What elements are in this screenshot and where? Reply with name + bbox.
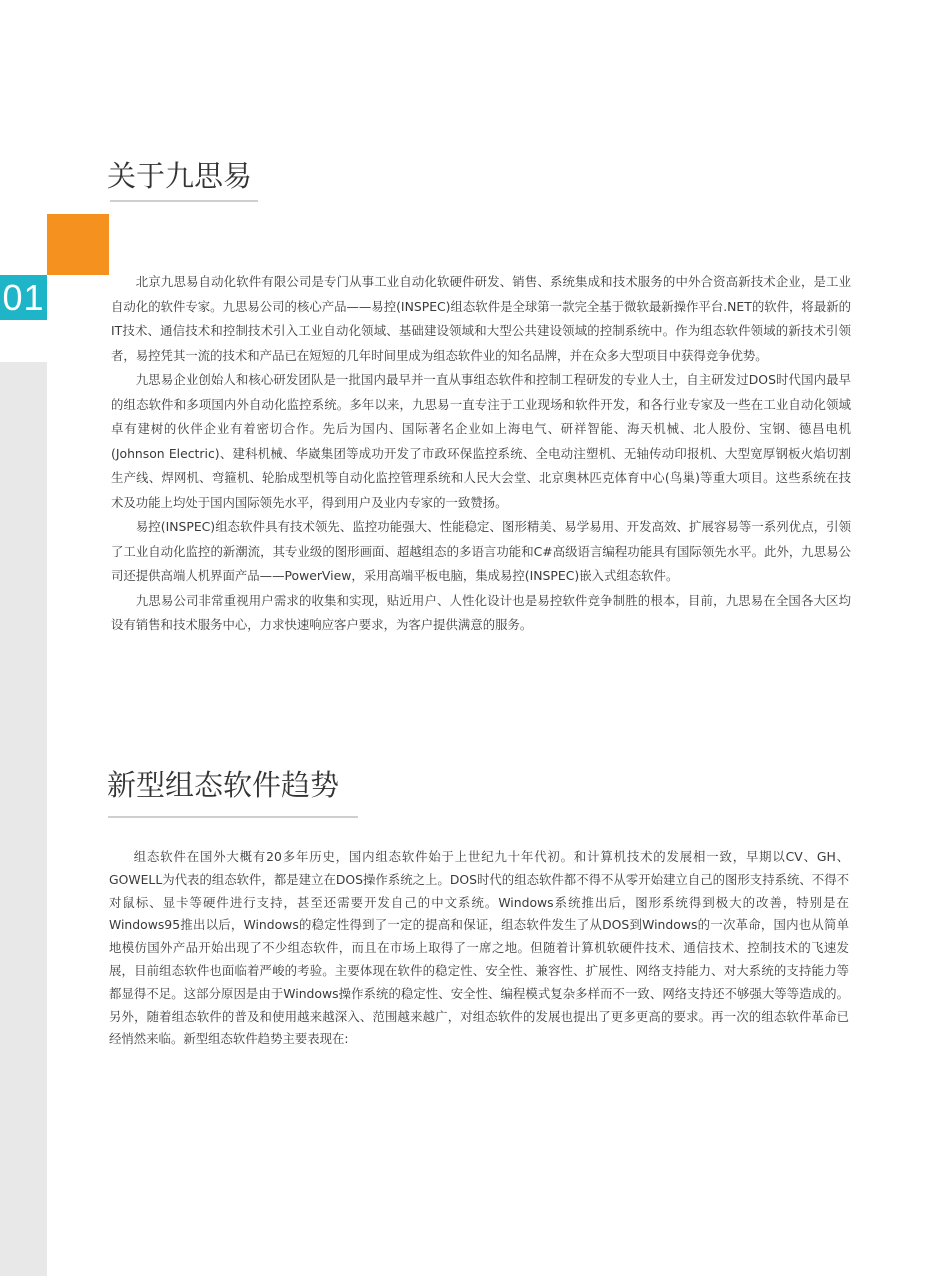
paragraph: 组态软件在国外大概有20多年历史，国内组态软件始于上世纪九十年代初。和计算机技术的发展相一致，早期以CV、GH、GOWELL为代表的组态软件，都是建立在DOS操作系统之上。DOS时代的组态软件都不得不从零开始建立自己的图形支持系统、不得不对鼠标、显卡等硬件进行支持，甚至还需要开发自己的中文系统。Windows系统推出后，图形系统得到极大的改善，特别是在Windows95推出以后，Windows的稳定性得到了一定的提高和保证，组态软件发生了从DOS到Windows的一次革命，国内也从简单地模仿国外产品开始出现了不少组态软件，而且在市场上取得了一席之地。但随着计算机软硬件技术、通信技术、控制技术的飞速发展，目前组态软件也面临着严峻的考验。主要体现在软件的稳定性、安全性、兼容性、扩展性、网络支持能力、对大系统的支持能力等都显得不足。这部分原因是由于Windows操作系统的稳定性、安全性、编程模式复杂多样而不一致、网络支持还不够强大等等造成的。另外，随着组态软件的普及和使用越来越深入、范围越来越广，对组态软件的发展也提出了更多更高的要求。再一次的组态软件革命已经悄然来临。新型组态软件趋势主要表现在:	[109, 849, 849, 1047]
section-title-trends: 新型组态软件趋势	[107, 768, 340, 802]
title-underline	[110, 200, 258, 202]
paragraph: 九思易企业创始人和核心研发团队是一批国内最早并一直从事组态软件和控制工程研发的专业人士，自主研发过DOS时代国内最早的组态软件和多项国内外自动化监控系统。多年以来，九思易一直专注于工业现场和软件开发，和各行业专家及一些在工业自动化领域卓有建树的伙伴企业有着密切合作。先后为国内、国际著名企业如上海电气、研祥智能、海天机械、北人股份、宝钢、德昌电机(Johnson Electric)、建科机械、华崴集团等成功开发了市政环保监控系统、全电动注塑机、无轴传动印报机、大型宽厚钢板火焰切割生产线、焊网机、弯箍机、轮胎成型机等自动化监控管理系统和人民大会堂、北京奥林匹克体育中心(鸟巢)等重大项目。这些系统在技术及功能上均处于国内国际领先水平，得到用户及业内专家的一致赞扬。	[111, 372, 851, 510]
paragraph: 九思易公司非常重视用户需求的收集和实现，贴近用户、人性化设计也是易控软件竞争制胜的根本，目前，九思易在全国各大区均设有销售和技术服务中心，力求快速响应客户要求，为客户提供满意的服务。	[111, 592, 851, 632]
paragraph: 北京九思易自动化软件有限公司是专门从事工业自动化软硬件研发、销售、系统集成和技术服务的中外合资高新技术企业，是工业自动化的软件专家。九思易公司的核心产品——易控(INSPEC)组态软件是全球第一款完全基于微软最新操作平台.NET的软件，将最新的IT技术、通信技术和控制技术引入工业自动化领域、基础建设领域和大型公共建设领域的控制系统中。作为组态软件领域的新技术引领者，易控凭其一流的技术和产品已在短短的几年时间里成为组态软件业的知名品牌，并在众多大型项目中获得竞争优势。	[111, 274, 851, 363]
title-underline	[108, 816, 358, 818]
about-body	[111, 270, 851, 638]
section-number-tab: 01	[0, 275, 47, 320]
trends-body	[109, 846, 849, 1051]
paragraph: 易控(INSPEC)组态软件具有技术领先、监控功能强大、性能稳定、图形精美、易学易用、开发高效、扩展容易等一系列优点，引领了工业自动化监控的新潮流，其专业级的图形画面、超越组态的多语言功能和C#高级语言编程功能具有国际领先水平。此外，九思易公司还提供高端人机界面产品——PowerView，采用高端平板电脑，集成易控(INSPEC)嵌入式组态软件。	[111, 519, 851, 583]
left-gray-sidebar	[0, 362, 47, 1276]
section-title-about: 关于九思易	[107, 159, 253, 193]
orange-accent-block	[47, 214, 109, 275]
